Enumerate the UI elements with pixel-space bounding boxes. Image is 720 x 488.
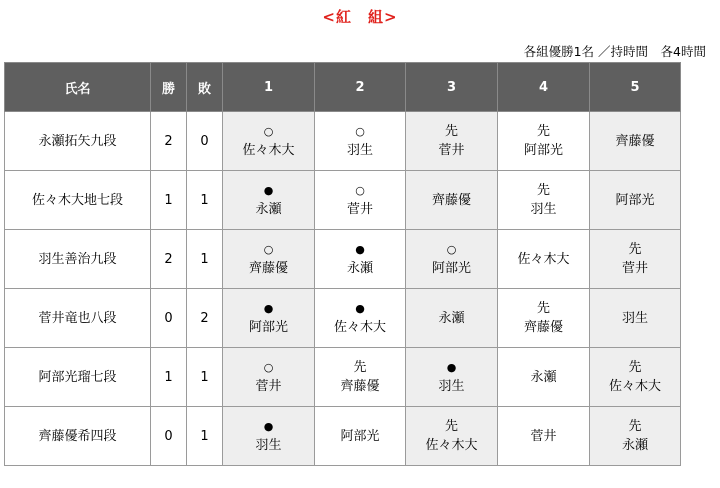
opponent-name: 阿部光 <box>431 261 471 276</box>
wins-cell: 0 <box>151 407 187 466</box>
result-mark: ● <box>263 302 274 315</box>
opponent-name: 佐々木大 <box>333 320 386 335</box>
result-mark: 先 <box>536 183 550 198</box>
opponent-name: 羽生 <box>530 202 557 217</box>
header-round-2: 2 <box>315 63 406 112</box>
round-cell <box>498 230 590 289</box>
opponent-name: 羽生 <box>621 310 648 326</box>
result-mark: 先 <box>353 360 367 375</box>
tournament-note: 各組優勝1名 ／持時間 各4時間 <box>523 44 706 59</box>
round-cell <box>315 348 406 407</box>
opponent-name: 永瀬 <box>530 369 557 385</box>
opponent-name: 阿部光 <box>615 192 655 208</box>
opponent-name: 菅井 <box>530 428 557 444</box>
round-cell <box>590 407 681 466</box>
header-round-4: 4 <box>498 63 590 112</box>
result-mark: 先 <box>628 360 642 375</box>
wins-cell: 1 <box>151 348 187 407</box>
result-mark: ● <box>355 243 365 256</box>
group-title: <紅 組> <box>322 8 398 26</box>
table-row <box>5 348 681 407</box>
round-cell <box>223 407 315 466</box>
result-mark: ○ <box>355 184 365 197</box>
round-cell <box>498 407 590 466</box>
player-name: 齊藤優希四段 <box>5 407 151 466</box>
table-row <box>5 171 681 230</box>
header-round-5: 5 <box>590 63 681 112</box>
player-name: 永瀬拓矢九段 <box>5 112 151 171</box>
player-name: 菅井竜也八段 <box>5 289 151 348</box>
header-losses: 敗 <box>187 63 223 112</box>
header-round-1: 1 <box>223 63 315 112</box>
losses-cell: 0 <box>187 112 223 171</box>
opponent-name: 齊藤優 <box>615 133 655 149</box>
opponent-name: 菅井 <box>255 379 282 394</box>
opponent-name: 齊藤優 <box>523 320 563 335</box>
opponent-name: 佐々木大 <box>608 379 661 394</box>
result-mark: ● <box>263 420 274 433</box>
result-mark: ● <box>446 361 457 374</box>
losses-cell: 1 <box>187 171 223 230</box>
opponent-name: 菅井 <box>621 261 648 276</box>
opponent-name: 菅井 <box>438 143 465 158</box>
opponent-name: 齊藤優 <box>248 261 288 276</box>
round-cell <box>406 112 498 171</box>
round-cell <box>590 112 681 171</box>
round-cell <box>498 112 590 171</box>
opponent-name: 羽生 <box>438 379 465 394</box>
header-wins: 勝 <box>151 63 187 112</box>
round-cell <box>406 289 498 348</box>
round-cell <box>406 171 498 230</box>
round-cell <box>315 230 406 289</box>
opponent-name: 佐々木大 <box>425 438 478 453</box>
round-cell <box>223 289 315 348</box>
result-mark: ○ <box>263 361 274 374</box>
result-mark: 先 <box>444 419 458 434</box>
header-round-3: 3 <box>406 63 498 112</box>
player-name: 阿部光瑠七段 <box>5 348 151 407</box>
result-mark: 先 <box>536 301 550 316</box>
opponent-name: 永瀬 <box>621 438 648 453</box>
result-mark: 先 <box>444 124 458 139</box>
round-cell <box>223 230 315 289</box>
result-mark: ● <box>263 184 274 197</box>
table-row <box>5 289 681 348</box>
round-cell <box>315 289 406 348</box>
losses-cell: 1 <box>187 407 223 466</box>
round-cell <box>590 348 681 407</box>
round-cell <box>406 407 498 466</box>
result-mark: ○ <box>355 125 365 138</box>
opponent-name: 阿部光 <box>523 143 563 158</box>
round-cell <box>498 348 590 407</box>
opponent-name: 齊藤優 <box>431 192 471 208</box>
opponent-name: 永瀬 <box>346 261 373 276</box>
round-cell <box>223 348 315 407</box>
round-cell <box>590 171 681 230</box>
opponent-name: 羽生 <box>346 143 373 158</box>
round-cell <box>223 112 315 171</box>
round-cell <box>406 230 498 289</box>
header-name: 氏名 <box>5 63 151 112</box>
wins-cell: 2 <box>151 112 187 171</box>
losses-cell: 2 <box>187 289 223 348</box>
opponent-name: 佐々木大 <box>242 143 295 158</box>
round-cell <box>406 348 498 407</box>
round-cell <box>223 171 315 230</box>
opponent-name: 菅井 <box>346 202 373 217</box>
result-mark: 先 <box>628 242 642 257</box>
losses-cell: 1 <box>187 230 223 289</box>
round-cell <box>315 112 406 171</box>
result-mark: ○ <box>263 125 274 138</box>
wins-cell: 0 <box>151 289 187 348</box>
result-mark: ○ <box>263 243 274 256</box>
result-mark: 先 <box>628 419 642 434</box>
losses-cell: 1 <box>187 348 223 407</box>
wins-cell: 1 <box>151 171 187 230</box>
round-cell <box>590 289 681 348</box>
player-name: 羽生善治九段 <box>5 230 151 289</box>
opponent-name: 阿部光 <box>340 428 380 444</box>
table-row <box>5 230 681 289</box>
opponent-name: 齊藤優 <box>340 379 380 394</box>
table-row <box>5 407 681 466</box>
league-table <box>4 62 681 466</box>
opponent-name: 阿部光 <box>248 320 288 335</box>
opponent-name: 佐々木大 <box>517 251 570 267</box>
table-header-row <box>5 63 681 112</box>
round-cell <box>590 230 681 289</box>
player-name: 佐々木大地七段 <box>5 171 151 230</box>
wins-cell: 2 <box>151 230 187 289</box>
round-cell <box>498 171 590 230</box>
result-mark: ● <box>355 302 365 315</box>
opponent-name: 永瀬 <box>438 310 465 326</box>
result-mark: ○ <box>446 243 457 256</box>
opponent-name: 羽生 <box>255 438 282 453</box>
table-row <box>5 112 681 171</box>
result-mark: 先 <box>536 124 550 139</box>
round-cell <box>498 289 590 348</box>
opponent-name: 永瀬 <box>255 202 282 217</box>
round-cell <box>315 407 406 466</box>
round-cell <box>315 171 406 230</box>
